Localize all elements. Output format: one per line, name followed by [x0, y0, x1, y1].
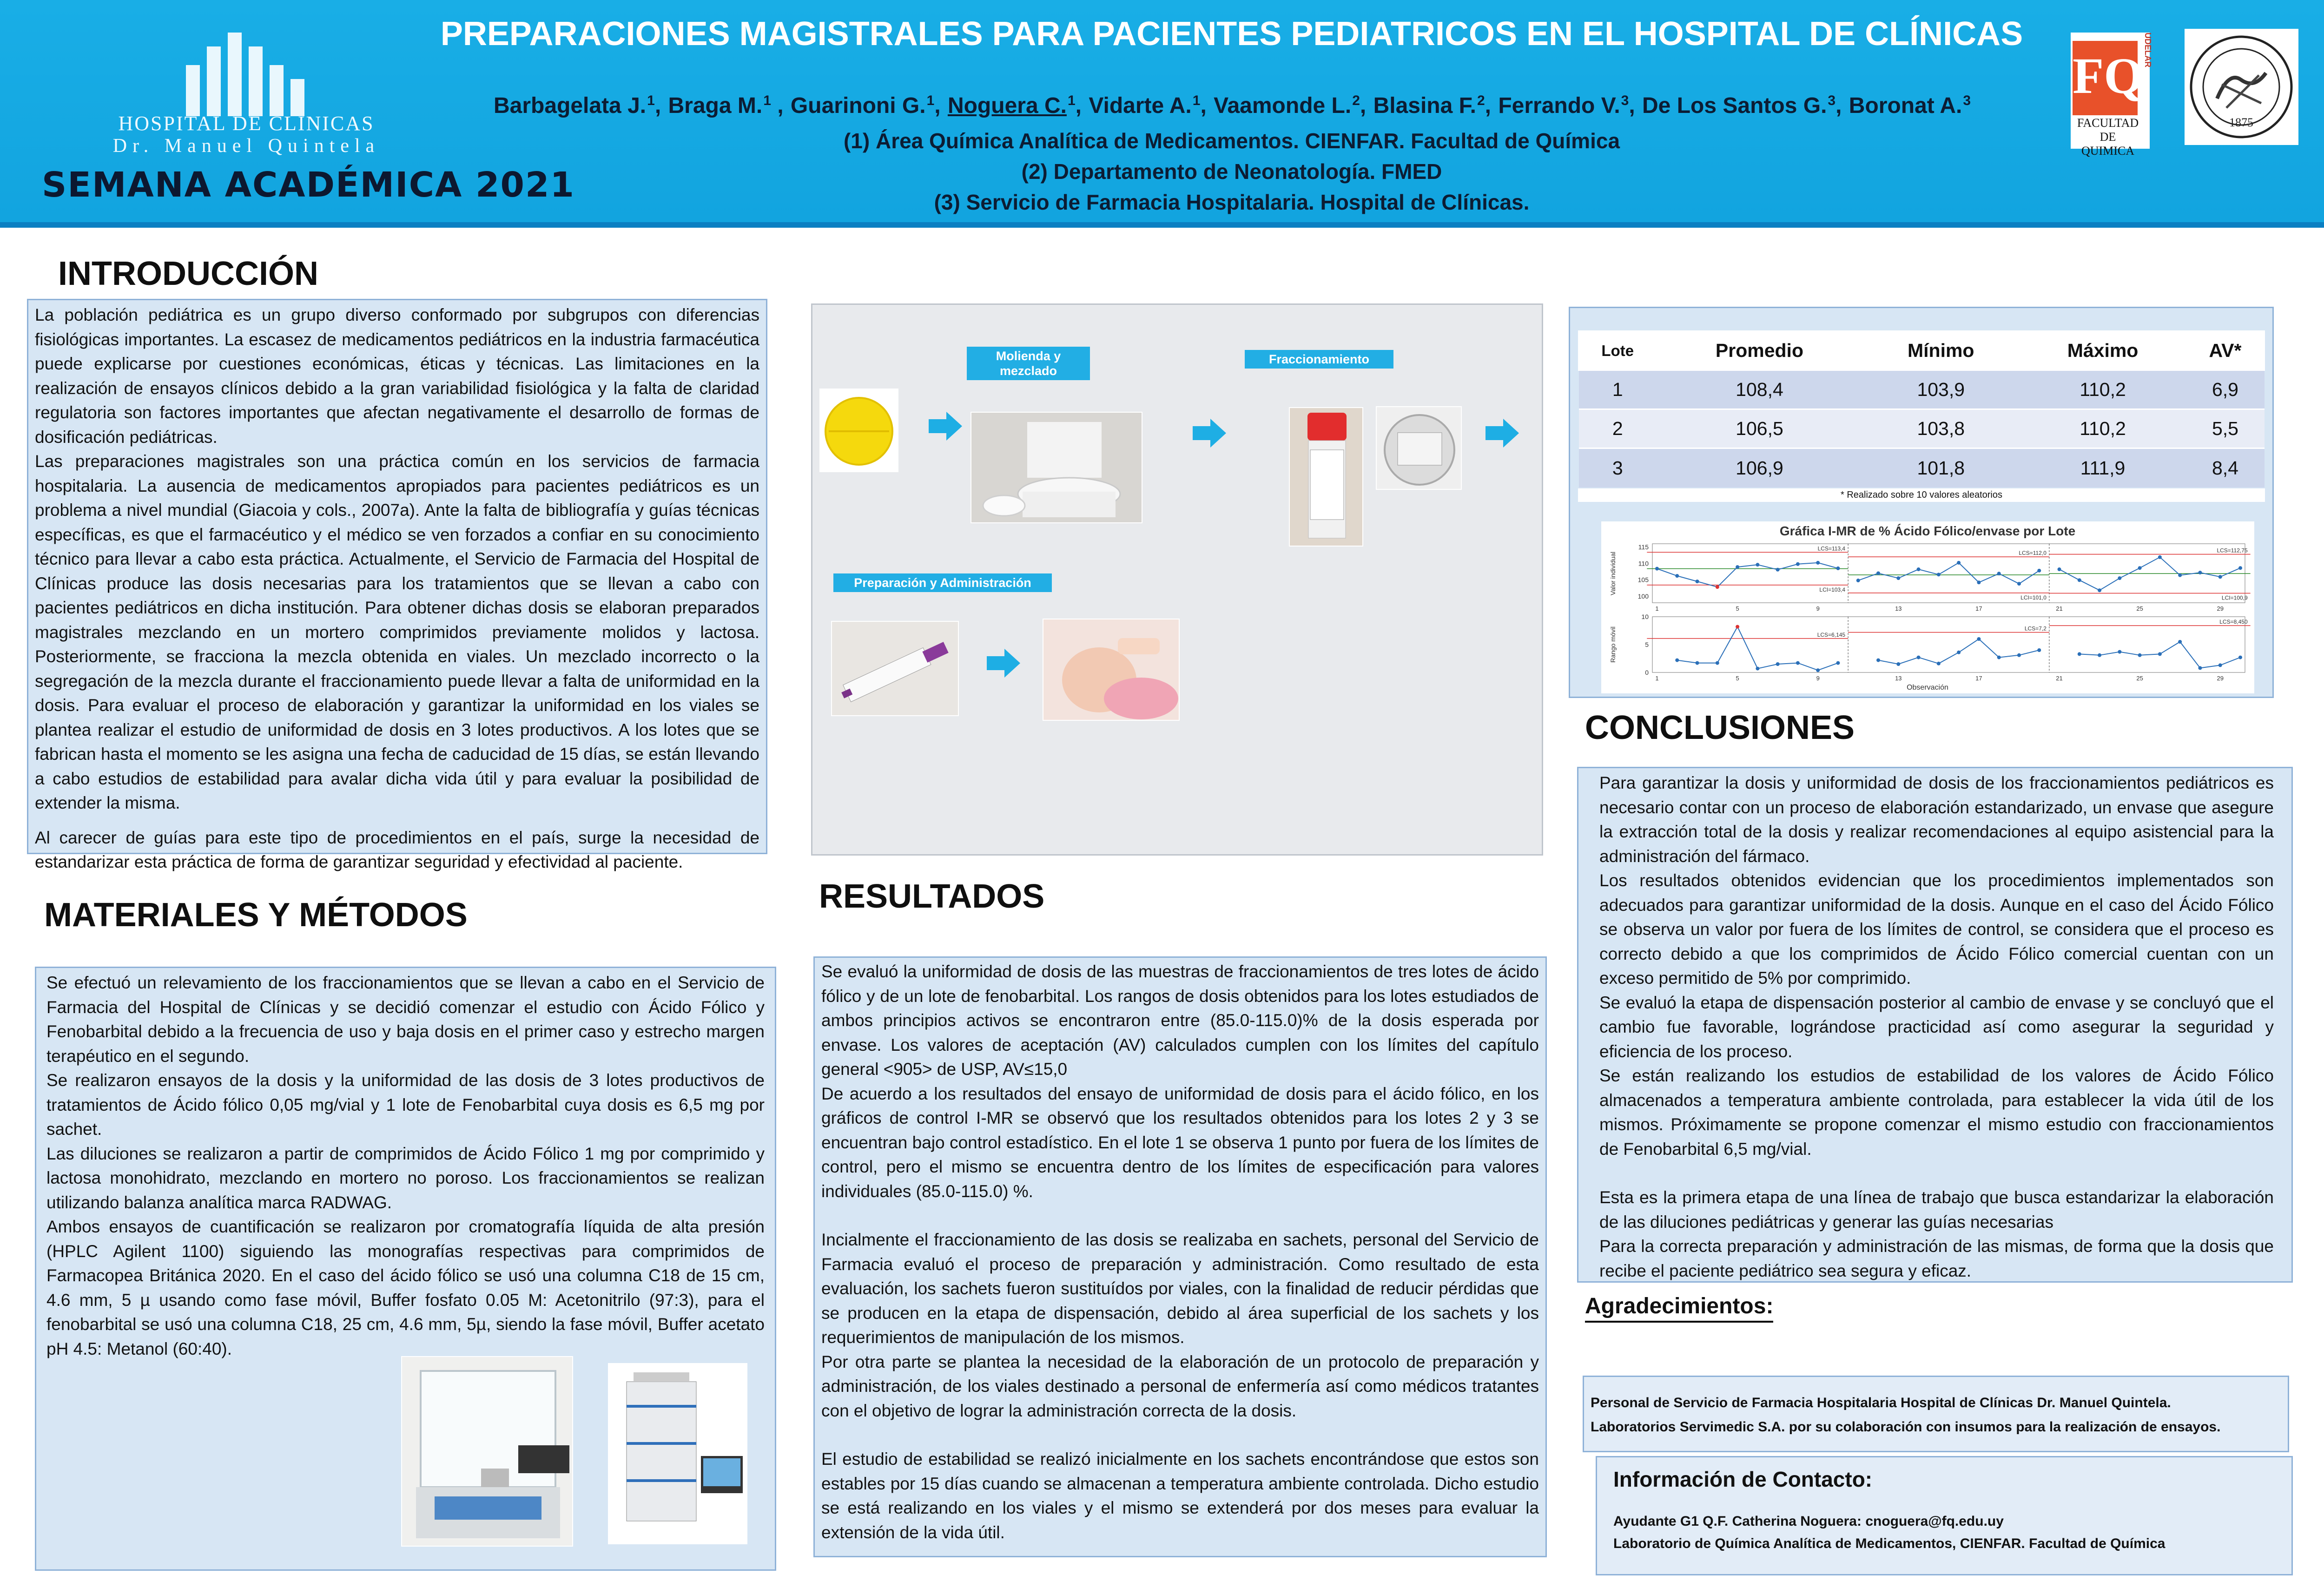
moving-range-point — [2198, 666, 2202, 670]
results-paragraph-1: Se evaluó la uniformidad de dosis de las muestras de fraccionamientos de tres lotes de ácido fólico y de un lote de fenobarbital. Los rangos de dosis obtenidos para los lotes estudiados de ambos principios activos se encontraron entre (85.0-115.0)% de la dosis esperada por envase. Los valores de aceptación (AV) calculados cumplen con los límites del capítulo general <905> de USP, AV≤15,0 — [821, 962, 1539, 1079]
individual-point — [2198, 571, 2202, 574]
moving-range-point — [1937, 662, 1941, 665]
individual-point — [1937, 573, 1941, 576]
y-tick-label: 10 — [1641, 613, 1649, 620]
conclusions-paragraph-2: Los resultados obtenidos evidencian que los procedimientos implementados son adecuados para garantizar uniformidad de la dosis. Aunque en el caso del Ácido Fólico se observa un valor por fuera de los límites de control, se considera que el proceso es correcto debido a que los comprimidos de Ácido Fólico comercial cuentan con un exceso permitido de 5% por comprimido. — [1599, 871, 2274, 988]
mr-ucl-label: LCS=8,450 — [2219, 619, 2248, 626]
contact-line-lab: Laboratorio de Química Analítica de Medicamentos, CIENFAR. Facultad de Química — [1613, 1536, 2166, 1551]
moving-range-point — [1736, 625, 1739, 629]
individual-point — [1796, 562, 1800, 566]
methods-paragraph-2: Se realizaron ensayos de la dosis y la uniformidad de las dosis de 3 lotes productivos de tratamientos de Ácido fólico 0,05 mg/vial y 1 lote de Fenobarbital cuya dosis es 6,5 mg por sachet. — [46, 1071, 765, 1139]
vial-cap-photo — [1376, 406, 1462, 490]
table-header-lote: Lote — [1579, 331, 1657, 370]
lcl-label: LCI=100,9 — [2221, 594, 2248, 601]
moving-range-point — [2017, 653, 2021, 657]
author-name: Boronat A. — [1849, 93, 1962, 118]
methods-panel — [35, 967, 776, 1571]
arrow-right-icon — [987, 649, 1020, 678]
intro-panel — [27, 299, 767, 871]
x-tick-label: 21 — [2056, 605, 2063, 612]
table-header-av: AV* — [2186, 331, 2264, 370]
y-tick-label: 110 — [1638, 560, 1649, 567]
process-figure — [811, 303, 1543, 856]
moving-range-point — [2098, 653, 2101, 657]
author-affiliation-mark: 3 — [1621, 93, 1629, 108]
individual-point — [2158, 555, 2162, 559]
moving-range-point — [1796, 661, 1800, 665]
arrow-right-icon — [1486, 419, 1519, 448]
moving-range-point — [1836, 661, 1840, 665]
author-name: Vaamonde L. — [1214, 93, 1352, 118]
table-header-minimo: Mínimo — [1862, 331, 2020, 370]
methods-title: MATERIALES Y MÉTODOS — [44, 896, 468, 934]
moving-range-point — [1696, 661, 1699, 665]
author-name: Blasina F. — [1373, 93, 1476, 118]
imr-chart-svg — [1601, 521, 2254, 693]
contact-panel — [1596, 1456, 2293, 1575]
y-tick-label: 100 — [1637, 592, 1649, 600]
contact-title: Información de Contacto: — [1613, 1467, 1873, 1491]
x-tick-label: 25 — [2136, 675, 2143, 682]
x-tick-label: 17 — [1975, 605, 1982, 612]
facultad-medicina-seal-icon — [2185, 29, 2298, 145]
methods-paragraph-4: Ambos ensayos de cuantificación se realizaron por cromatografía líquida de alta presión (HPLC Agilent 1100) siguiendo las monografías respectivas para comprimidos de Farmacopea Británica 2020. En el caso del ácido fólico se usó una columna C18 de 15 cm, 4.6 mm, 5 µ usando como fase móvil, Buffer fosfato 0.05 M: Acetonitrilo (97:3), para el fenobarbital se usó una columna C18, 25 cm, 4.6 mm, 5µ, siendo la fase móvil, Buffer acetato pH 4.5: Metanol (60:40). — [46, 1217, 765, 1358]
arrow-right-icon — [1193, 419, 1226, 448]
moving-range-point — [1716, 661, 1719, 665]
individual-point — [2078, 578, 2081, 582]
intro-title: INTRODUCCIÓN — [58, 255, 318, 292]
individual-point — [2118, 576, 2121, 580]
moving-range-point — [1917, 656, 1921, 659]
moving-range-point — [1977, 637, 1981, 641]
individual-point — [1917, 567, 1921, 571]
individual-point — [1696, 580, 1699, 583]
y-axis-label-top: Valor individual — [1609, 552, 1617, 595]
ucl-label: LCS=112,0 — [2019, 550, 2047, 557]
results-panel — [813, 956, 1547, 1557]
conclusions-paragraph-1: Para garantizar la dosis y uniformidad de dosis de los fraccionamientos pediátricos es necesario contar con un proceso de elaboración estandarizado, un envase que asegure la extracción total de la dosis y realizar recomendaciones al equipo asistencial para la administración del fármaco. — [1599, 773, 2274, 866]
individual-point — [2037, 569, 2041, 573]
moving-range-point — [1776, 662, 1780, 666]
event-name: SEMANA ACADÉMICA 2021 — [42, 165, 575, 205]
mr-ucl-label: LCS=6,145 — [1817, 631, 1846, 638]
ucl-label: LCS=113,4 — [1817, 545, 1846, 552]
thanks-line-1: Personal de Servicio de Farmacia Hospitalaria Hospital de Clínicas Dr. Manuel Quintela. — [1591, 1395, 2171, 1410]
fq-logo-text: FACULTAD DE QUIMICA — [2077, 116, 2139, 158]
tablet-photo — [819, 389, 898, 472]
balance-photo — [401, 1356, 573, 1547]
syringe-photo — [831, 621, 959, 716]
imr-control-chart — [1601, 521, 2254, 693]
moving-range-point — [1896, 662, 1900, 666]
x-axis-label: Observación — [1907, 684, 1948, 692]
step-label-molienda: Molienda y mezclado — [967, 347, 1090, 380]
methods-paragraph-3: Las diluciones se realizaron a partir de comprimidos de Ácido Fólico 1 mg por comprimido y lactosa monohidrato, mezclando en mortero no poroso. Los fraccionamientos se realizan utilizando balanza analítica marca RADWAG. — [46, 1144, 765, 1212]
individual-point — [2178, 573, 2182, 577]
table-row: 2 106,5 103,8 110,2 5,5 — [1579, 409, 2265, 448]
author-name: Guarinoni G. — [790, 93, 926, 118]
affiliation-2: (2) Departamento de Neonatología. FMED — [1021, 159, 1442, 184]
moving-range-point — [2078, 652, 2081, 656]
x-tick-label: 5 — [1736, 605, 1739, 612]
infant-photo — [1043, 619, 1180, 721]
mr-ucl-label: LCS=7,2 — [2024, 625, 2047, 632]
hospital-logo — [88, 19, 404, 158]
step-label-preparacion: Preparación y Administración — [833, 573, 1052, 592]
table-footnote: * Realizado sobre 10 valores aleatorios — [1578, 488, 2265, 502]
chart-title: Gráfica I-MR de % Ácido Fólico/envase por Lote — [1779, 524, 2076, 538]
individual-point — [1776, 568, 1780, 572]
moving-range-point — [1997, 656, 2001, 659]
x-tick-label: 1 — [1655, 605, 1659, 612]
lcl-label: LCI=103,4 — [1819, 586, 1846, 593]
fq-monogram: FQ — [2073, 47, 2144, 104]
moving-range-point — [1816, 668, 1820, 672]
y-axis-label-bottom: Rango móvil — [1609, 626, 1617, 663]
x-tick-label: 29 — [2217, 675, 2224, 682]
seal-year: 1875 — [2229, 116, 2253, 129]
results-paragraph-4: Por otra parte se plantea la necesidad de la elaboración de un protocolo de preparación y administración, de los viales destinado a personal de enfermería así como médicos tratantes con el objetivo de lograr la administración correcta de la dosis. — [821, 1352, 1539, 1420]
individual-point — [1736, 565, 1739, 569]
step-label-fraccionamiento: Fraccionamiento — [1245, 350, 1393, 369]
conclusions-paragraph-3: Se evaluó la etapa de dispensación posterior al cambio de envase y se concluyó que el cambio fue favorable, lográndose practicidad así como asegurar la seguridad y eficiencia de los proceso. — [1599, 993, 2274, 1061]
individual-point — [1876, 572, 1880, 575]
table-row: 1 108,4 103,9 110,2 6,9 — [1579, 370, 2265, 409]
individual-point — [1675, 574, 1679, 578]
header-divider — [0, 222, 2324, 228]
author-affiliation-mark: 1 — [647, 93, 655, 108]
y-tick-label: 105 — [1637, 576, 1649, 584]
x-tick-label: 9 — [1816, 675, 1820, 682]
x-tick-label: 1 — [1655, 675, 1659, 682]
x-tick-label: 5 — [1736, 675, 1739, 682]
individual-point — [2058, 567, 2061, 571]
author-affiliation-mark: 1 — [1067, 93, 1076, 108]
mortar-photo — [971, 412, 1142, 523]
x-tick-label: 13 — [1895, 675, 1902, 682]
individuals-series-line — [1657, 563, 1838, 587]
y-tick-label: 0 — [1645, 669, 1649, 676]
results-title: RESULTADOS — [819, 878, 1045, 915]
individual-point — [1997, 572, 2001, 575]
author-name: Braga M. — [668, 93, 763, 118]
individual-point — [1977, 580, 1981, 584]
x-tick-label: 13 — [1895, 605, 1902, 612]
individual-point — [2098, 588, 2101, 592]
conclusions-title: CONCLUSIONES — [1585, 709, 1855, 746]
author-name: Noguera C. — [947, 93, 1067, 118]
individual-point — [1816, 561, 1820, 565]
thanks-panel — [1583, 1376, 2289, 1452]
table-header-maximo: Máximo — [2020, 331, 2186, 370]
moving-range-point — [2138, 653, 2142, 657]
results-paragraph-3: Incialmente el fraccionamiento de las dosis se realizaba en sachets, personal del Servicio de Farmacia evaluó el proceso de preparación y administración. Como resultado de esta evaluación, los sachets fueron sustituídos por viales, con la finalidad de reducir pérdidas que se producen en la etapa de dispensación, debido al área superficial de los sachets y los requerimientos de manipulación de los mismos. — [821, 1230, 1539, 1347]
author-name: Vidarte A. — [1089, 93, 1192, 118]
moving-range-point — [2178, 640, 2182, 644]
author-affiliation-mark: 3 — [1963, 93, 1971, 108]
lcl-label: LCI=101,0 — [2020, 594, 2047, 601]
intro-paragraph-1: La población pediátrica es un grupo diverso conformado por subgrupos con diferencias fisiológicas importantes. La escasez de medicamentos pediátricos en la industria farmacéutica puede explicarse por cuestiones económicas, éticas y técnicas. Las limitaciones en la realización de ensayos clínicos debido a la gran variabilidad fisiológica y la falta de claridad regulatoria son factores importantes que afectan negativamente el desarrollo de formas de dosificación pediátricas. — [35, 305, 759, 447]
x-tick-label: 9 — [1816, 605, 1820, 612]
hospital-logo-bars-icon — [186, 23, 307, 116]
moving-range-point — [2158, 652, 2162, 656]
individual-point — [1896, 576, 1900, 580]
author-affiliation-mark: 2 — [1352, 93, 1360, 108]
results-paragraph-2: De acuerdo a los resultados del ensayo de uniformidad de dosis para el ácido fólico, en los gráficos de control I-MR se observó que los resultados obtenidos para los lotes 2 y 3 se encuentran bajo control estadístico. En el lote 1 se observa 1 punto por fuera de los límites de control, pero el mismo se encuentra dentro de los límites de especificación para valores individuales (85.0-115.0) %. — [821, 1084, 1539, 1201]
moving-range-point — [1675, 659, 1679, 662]
individuals-series-line — [1858, 563, 2039, 584]
individual-point — [1716, 585, 1719, 589]
individual-point — [2238, 566, 2242, 570]
author-name: De Los Santos G. — [1642, 93, 1827, 118]
conclusions-paragraph-4: Se están realizando los estudios de estabilidad de los valores de Ácido Fólico almacenados a temperatura ambiente controlada, para establecer la vida útil de los mismos. Próximamente se propone comenzar el mismo estudio con fraccionamientos de Fenobarbital 6,5 mg/vial. — [1599, 1066, 2274, 1159]
individual-point — [2138, 566, 2142, 570]
thanks-line-2: Laboratorios Servimedic S.A. por su colaboración con insumos para la realización de ensayos. — [1591, 1419, 2221, 1435]
moving-range-point — [1957, 651, 1961, 654]
intro-paragraph-2: Las preparaciones magistrales son una práctica común en los servicios de farmacia hospitalaria. La ausencia de medicamentos apropiados para pacientes pediátricos es un problema a nivel mundial (Giacoia y cols., 2007a). Ante la falta de bibliografía y guías técnicas específicas, es que el farmacéutico y el médico se ven forzados a confiar en su conocimiento técnico para llevar a cabo esta práctica. Actualmente, el Servicio de Farmacia del Hospital de Clínicas produce las dosis necesarias para los tratamientos que se llevan a cabo con pacientes pediátricos en dicha institución. Para obtener dichas dosis se elaboran preparados magistrales mezclando en un mortero comprimidos previamente molidos y lactosa. Posteriormente, se fracciona la mezcla obtenida en viales. Un mezclado incorrecto o la segregación de la mezcla durante el fraccionamiento puede llevar a falta de uniformidad en la dosis. Para evaluar el proceso de elaboración y garantizar la uniformidad en los viales se plantea realizar el estudio de uniformidad de dosis en 3 lotes productivos. A los lotes que se fabrican hasta el momento se les asigna una fecha de caducidad de 15 días, se están llevando a cabo estudios de estabilidad para avalar dicha vida útil y para evaluar la posibilidad de extender la misma. — [35, 452, 759, 812]
moving-range-point — [2037, 648, 2041, 652]
conclusions-paragraph-5: Esta es la primera etapa de una línea de trabajo que busca estandarizar la elaboración de las diluciones pediátricas y generar las guías necesarias — [1599, 1188, 2274, 1232]
author-affiliation-mark: 2 — [1477, 93, 1485, 108]
moving-range-point — [1756, 667, 1759, 671]
individual-point — [2218, 575, 2222, 579]
author-name: Ferrando V. — [1498, 93, 1620, 118]
poster-header — [0, 0, 2324, 222]
hplc-photo — [608, 1363, 747, 1544]
affiliation-1: (1) Área Química Analítica de Medicamentos. CIENFAR. Facultad de Química — [843, 129, 1620, 153]
author-list: Barbagelata J.$^1$, Braga M.$^1$ , Guarinoni G.$^1$, Noguera C.$^1$, Vidarte A.$^1$, Vaamonde L.$^2$, Blasina F.$^2$, Ferrando V.$^3$, De Los Santos G.$^3$, Boronat A.$^3$ — [493, 93, 1971, 118]
results-paragraph-5: El estudio de estabilidad se realizó inicialmente en los sachets encontrándose que estos son estables por 15 días cuando se almacenan a temperatura ambiente controlada. Dicho estudio se está realizando en los viales y el mismo se extenderá por dos meses para evaluar la extensión de la vida útil. — [821, 1449, 1539, 1542]
author-affiliation-mark: 1 — [926, 93, 935, 108]
bottom-plot-frame — [1652, 617, 2245, 672]
uniformity-table — [1578, 330, 2265, 487]
intro-paragraph-3: Al carecer de guías para este tipo de procedimientos en el país, surge la necesidad de estandarizar esta práctica de forma de garantizar seguridad y efectividad al paciente. — [35, 828, 759, 871]
contact-line-email: Ayudante G1 Q.F. Catherina Noguera: cnoguera@fq.edu.uy — [1613, 1514, 2004, 1529]
methods-paragraph-1: Se efectuó un relevamiento de los fraccionamientos que se llevan a cabo en el Servicio de Farmacia del Hospital de Clínicas y se decidió comenzar el estudio con Ácido Fólico y Fenobarbital debido a la frecuencia de uso y baja dosis en el primer caso y estrecho margen terapéutico en el segundo. — [46, 973, 765, 1066]
udelar-label: UDELAR — [2143, 33, 2152, 67]
poster-title: PREPARACIONES MAGISTRALES PARA PACIENTES PEDIATRICOS EN EL HOSPITAL DE CLÍNICAS — [440, 15, 2023, 53]
individual-point — [1957, 561, 1961, 565]
conclusions-panel — [1577, 767, 2293, 1283]
hospital-logo-name: HOSPITAL DE CLINICAS — [118, 112, 375, 135]
moving-range-point — [2238, 656, 2242, 659]
x-tick-label: 21 — [2056, 675, 2063, 682]
vial-photo — [1289, 407, 1363, 547]
y-tick-label: 115 — [1638, 543, 1649, 551]
moving-range-point — [2118, 650, 2121, 654]
individual-point — [1836, 567, 1840, 570]
table-row: 3 106,9 101,8 111,9 8,4 — [1579, 448, 2265, 487]
moving-range-series-line — [1677, 627, 1838, 671]
table-header-promedio: Promedio — [1657, 331, 1862, 370]
thanks-title: Agradecimientos: — [1585, 1293, 1773, 1323]
y-tick-label: 5 — [1645, 641, 1649, 648]
affiliation-3: (3) Servicio de Farmacia Hospitalaria. Hospital de Clínicas. — [934, 190, 1530, 214]
individual-point — [1756, 563, 1759, 567]
author-affiliation-mark: 3 — [1828, 93, 1836, 108]
ucl-label: LCS=112,75 — [2217, 547, 2248, 554]
author-affiliation-mark: 1 — [763, 93, 771, 108]
x-tick-label: 17 — [1975, 675, 1982, 682]
moving-range-point — [2218, 663, 2222, 667]
moving-range-point — [1876, 659, 1880, 662]
individual-point — [1655, 567, 1659, 571]
individual-point — [1856, 579, 1860, 582]
individual-point — [2017, 582, 2021, 586]
conclusions-paragraph-6: Para la correcta preparación y administración de las mismas, de forma que la dosis que recibe el paciente pediátrico sea segura y eficaz. — [1599, 1237, 2274, 1280]
author-affiliation-mark: 1 — [1192, 93, 1201, 108]
author-name: Barbagelata J. — [493, 93, 647, 118]
arrow-right-icon — [929, 412, 962, 441]
x-tick-label: 25 — [2136, 605, 2143, 612]
facultad-quimica-logo — [2071, 33, 2152, 158]
hospital-logo-subtitle: Dr. Manuel Quintela — [112, 135, 380, 157]
x-tick-label: 29 — [2217, 605, 2224, 612]
